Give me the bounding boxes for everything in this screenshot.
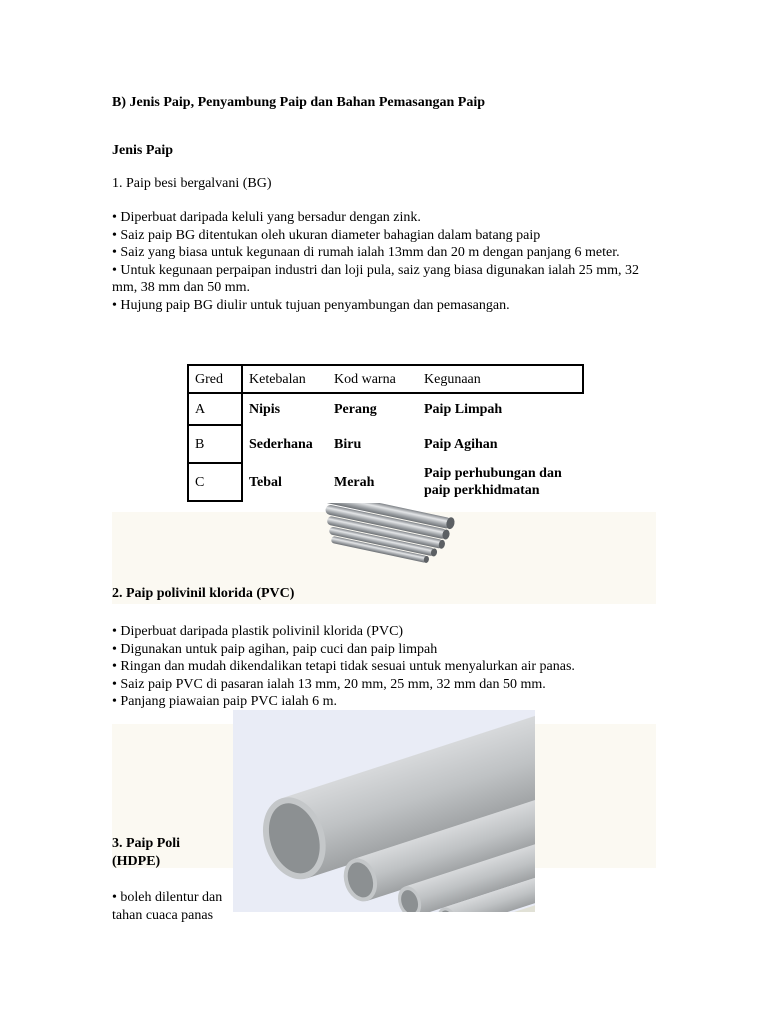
header-cell: Ketebalan (242, 365, 328, 393)
list-item: • Saiz paip PVC di pasaran ialah 13 mm, 20 mm, 25 mm, 32 mm dan 50 mm. (112, 676, 546, 692)
steel-pipes-image (316, 503, 459, 563)
pipe1-bullet-list (112, 209, 644, 314)
table-cell: A (188, 393, 242, 425)
table-cell: Paip Agihan (424, 436, 498, 452)
table-header-row (188, 365, 583, 393)
list-item: • Hujung paip BG diulir untuk tujuan penyambungan dan pemasangan. (112, 297, 510, 313)
header-cell: Kegunaan (418, 365, 583, 393)
table-cell: Sederhana (249, 436, 313, 452)
table-row (188, 425, 583, 463)
list-item: • Ringan dan mudah dikendalikan tetapi tidak sesuai untuk menyalurkan air panas. (112, 659, 575, 674)
table-cell: C (188, 463, 242, 501)
table-cell: Perang (334, 402, 377, 417)
table-cell: Biru (334, 436, 362, 452)
pipe1-title: 1. Paip besi bergalvani (BG) (112, 176, 272, 191)
list-item: • Untuk kegunaan perpaipan industri dan loji pula, saiz yang biasa digunakan ialah 25 mm, 32 mm, 38 mm dan 50 mm. (112, 262, 640, 295)
table-cell: Paip Limpah (424, 402, 503, 417)
pipe3-title: 3. Paip Poli (HDPE) (112, 836, 181, 869)
grade-table (187, 364, 584, 502)
table-cell: B (188, 425, 242, 463)
table-row (188, 463, 583, 501)
list-item: • Panjang piawaian paip PVC ialah 6 m. (112, 694, 337, 709)
table-cell: Paip perhubungan dan paip perkhidmatan (424, 466, 562, 498)
list-item: • Saiz yang biasa untuk kegunaan di rumah ialah 13mm dan 20 m dengan panjang 6 meter. (112, 245, 620, 260)
list-item: • Diperbuat daripada keluli yang bersadur dengan zink. (112, 210, 421, 225)
table-cell: Tebal (249, 474, 282, 490)
list-item: • boleh dilentur dan tahan cuaca panas (112, 890, 223, 923)
list-item: • Diperbuat daripada plastik polivinil klorida (PVC) (112, 624, 404, 639)
pipe2-bullet-list (112, 623, 644, 711)
table-cell: Merah (334, 474, 375, 490)
pvc-pipes-image (233, 710, 535, 912)
pipe2-title: 2. Paip polivinil klorida (PVC) (112, 586, 295, 601)
list-item: • Digunakan untuk paip agihan, paip cuci dan paip limpah (112, 641, 438, 657)
list-item: • Saiz paip BG ditentukan oleh ukuran diameter bahagian dalam batang paip (112, 227, 541, 243)
table-row (188, 393, 583, 425)
header-cell: Gred (188, 365, 242, 393)
section-heading: B) Jenis Paip, Penyambung Paip dan Bahan Pemasangan Paip (112, 95, 486, 110)
subheading-jenis-paip: Jenis Paip (112, 143, 174, 158)
table-cell: Nipis (249, 402, 281, 417)
pipe3-bullet-list (112, 889, 236, 924)
header-cell: Kod warna (328, 365, 418, 393)
